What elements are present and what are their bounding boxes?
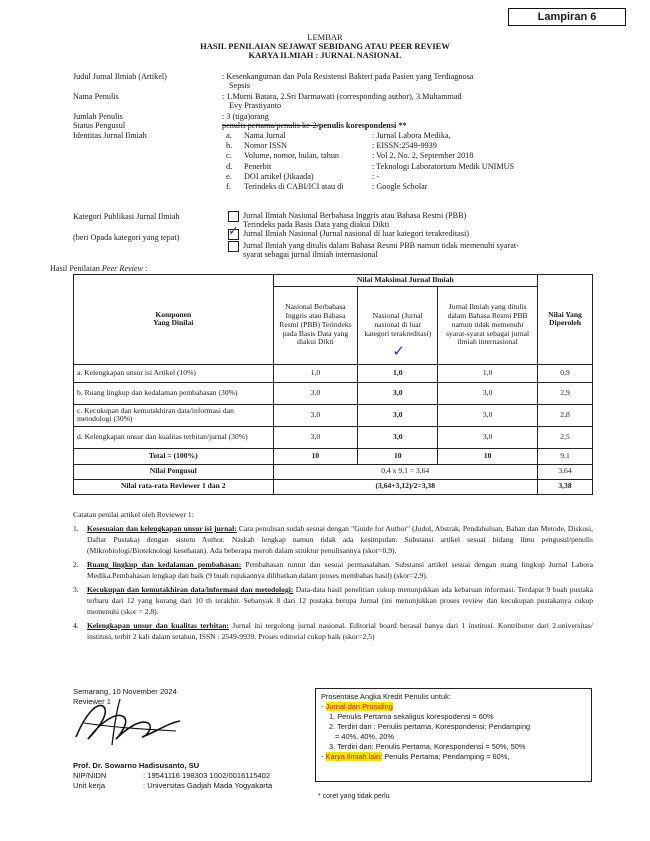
status-value	[222, 121, 407, 130]
catatan-number: 1.	[73, 524, 79, 533]
angka-kredit-box	[315, 688, 592, 782]
catatan-heading: Kelengkapan unsur dan kualitas terbitan:	[87, 621, 229, 630]
total-v2: 10	[358, 448, 438, 464]
rata-value: 3,38	[538, 479, 593, 494]
col-pbb-header: Jurnal Ilmiah yang ditulis dalam Bahasa Resmi PBB namun tidak memenuhi syarat-syarat sebagai jurnal ilmiah internasional	[438, 286, 538, 364]
catatan-body: Data-data hasil penelitian cukup menunjukkan ada kebaruan informasi. Terdapat 9 buah pustaka terbaru dari 12 yang kurang dari 10 th terakhir. Sebanyak 8 dari 12 pustaka berupa Jurnal (ini menunjukkan proses review dan kecukupan pustakanya cukup memenuhi (skor = 2,8).	[87, 585, 593, 616]
catatan-item	[73, 584, 593, 617]
penulis-value: : 1.Murni Batara, 2.Sri Darmawati (corresponding author), 3.Muhammad	[222, 92, 462, 101]
judul-label: Judul Jurnal Ilmiah (Artikel)	[73, 72, 167, 81]
kategori-checkbox[interactable]	[228, 211, 239, 222]
doc-heading-2: HASIL PENILAIAN SEJAWAT SEBIDANG ATAU PEER REVIEW	[200, 41, 450, 51]
pengusul-label: Nilai Pengusul	[74, 464, 274, 479]
row-v4: 2,9	[538, 382, 593, 404]
lampiran-label: Lampiran 6	[508, 8, 626, 26]
pengusul-value: 3,64	[538, 464, 593, 479]
rata-calc: (3,64+3,12)/2=3,38	[273, 479, 538, 494]
catatan-number: 2.	[73, 560, 79, 569]
signature-name: Prof. Dr. Sowarno Hadisusanto, SU	[73, 761, 200, 770]
identitas-letter: b.	[226, 140, 233, 151]
penulis-label: Nama Penulis	[73, 92, 119, 101]
jurnal-prosiding-highlight: Jurnal dan Prosiding	[325, 701, 393, 711]
total-v4: 9,1	[538, 448, 593, 464]
row-v4: 2,8	[538, 404, 593, 426]
footnote: * coret yang tidak perlu	[318, 793, 390, 800]
kredit-karya-row: - Karya Ilmiah lain: Penulis Pertama; Pendamping = 60%,	[321, 751, 510, 761]
identitas-label: Identitas Jurnal Ilmiah	[73, 131, 147, 140]
catatan-number: 3.	[73, 585, 79, 594]
kategori-option-text2: syarat sebagai jurnal ilmiah internasional	[243, 250, 378, 259]
identitas-field-value: : EISSN:2549-9939	[372, 141, 437, 151]
status-struck-text: penulis pertama/penulis ke-2/	[222, 121, 319, 130]
identitas-field-value: : Jurnal Labora Medika,	[372, 131, 451, 140]
hasil-label: Hasil Penilaian Peer Review :	[50, 264, 148, 273]
doc-heading-1: LEMBAR	[307, 32, 343, 42]
kredit-title: Prosentase Angka Kredit Penulis untuk:	[321, 692, 451, 701]
karya-ilmiah-value: Penulis Pertama; Pendamping = 60%,	[382, 751, 510, 761]
kredit-line-2b: = 40%, 40%, 20%	[335, 731, 394, 741]
row-v2: 3,0	[358, 382, 438, 404]
kategori-label: Kategori Publikasi Jurnal Ilmiah	[73, 212, 180, 221]
check-mark-icon: ✓	[228, 224, 239, 239]
review-table	[73, 274, 593, 495]
catatan-number: 4.	[73, 621, 79, 630]
komponen-header: Komponen Yang Dinilai	[74, 275, 274, 365]
catatan-item	[73, 620, 593, 642]
signature-role: Reviewer 1	[73, 697, 111, 706]
judul-value-cont: Sepsis	[229, 81, 250, 90]
identitas-field-value: : Vol 2, No. 2, September 2018	[372, 151, 474, 161]
catatan-body: Jurnal ini tergolong jurnal nasional. Editorial board berasal hanya dari 1 institusi. Kontributor dari 2.universitas/ institusi, terbit 2 kali dalam setahun, ISSN : 2549-9939. Proses editorial cukup baik (skor=2,5)	[87, 621, 593, 641]
row-v3: 3,0	[438, 382, 538, 404]
catatan-heading: Kesesuaian dan kelengkapan unsur isi jurnal:	[87, 524, 237, 533]
row-v3: 1,0	[438, 364, 538, 382]
kategori-checkbox[interactable]	[228, 224, 239, 240]
judul-value: : Kesenkanguman dan Pola Resistensi Bakteri pada Pasien yang Terdiagnosa	[222, 72, 474, 81]
kategori-option-text: Jurnal Ilmiah yang ditulis dalam Bahasa Resmi PBB namun tidak memenuhi syarat-	[243, 241, 519, 250]
identitas-letter: d.	[226, 160, 233, 171]
identitas-letter: f.	[226, 181, 231, 191]
kategori-option-text: Jurnal Ilmiah Nasional (Jurnal nasional di luar kategori terakreditasi)	[243, 229, 469, 238]
row-v2: 1,0	[358, 364, 438, 382]
row-v1: 3,0	[273, 382, 358, 404]
identitas-field-value: : -	[372, 171, 380, 181]
karya-ilmiah-highlight: Karya Ilmiah lain:	[325, 751, 383, 761]
col-nasional-text: Nasional (Jurnal nasional di luar kategori terakreditasi)	[364, 311, 432, 338]
nip-label: NIP/NIDN	[73, 771, 107, 780]
catatan-item	[73, 559, 593, 581]
identitas-letter: c.	[226, 150, 232, 161]
kategori-option-text: Jurnal Ilmiah Nasional Berbahasa Inggris atau Bahasa Resmi (PBB)	[243, 211, 467, 220]
identitas-field-label: DOI artikel (Jikaada)	[244, 171, 314, 181]
kredit-line-3: 3. Terdiri dari: Penulis Pertama, Korespondensi = 50%, 50%	[329, 741, 526, 751]
catatan-heading: Kecukupan dan kemutakhiran data/informasi dan metodologi:	[87, 585, 294, 594]
check-mark-icon: ✓	[392, 342, 405, 361]
identitas-field-label: Volume, nomor, bulan, tahun	[244, 151, 340, 161]
catatan-body: Cara penulisan sudah sesuai dengan "Guide for Author" (Judul, Abstrak, Pendahuluan, Bahan dan Metode, Diskusi, Daftar Pustaka) dengan sistem Author. Naskah lengkap namun tidak ada kesimpulan. Substansi artikel sesuai bidang ilmu pengusul/penulis (Mikrobiologi/Bioteknologi kesehatan). Ada beberapa meroh dalam struktur penulisannya (skor=0,9).	[87, 524, 593, 555]
identitas-field-label: Penerbit	[244, 161, 272, 171]
total-label: Total = (100%)	[74, 448, 274, 464]
row-label: c. Kecukupan dan kemutakhiran data/informasi dan metodologi (30%)	[74, 404, 274, 426]
identitas-field-label: Nomor ISSN	[244, 141, 287, 151]
kategori-checkbox[interactable]	[228, 241, 239, 252]
row-label: b. Ruang lingkup dan kedalaman pembahasan (30%)	[74, 382, 274, 404]
status-selected: penulis korespondensi **	[318, 121, 407, 130]
table-row	[74, 426, 593, 448]
nilai-diperoleh-header: Nilai Yang Diperoleh	[538, 275, 593, 365]
doc-heading-3: KARYA ILMIAH : JURNAL NASIONAL	[248, 50, 402, 60]
total-v3: 10	[438, 448, 538, 464]
jumlah-label: Jumlah Penulis	[73, 112, 123, 121]
row-label: a. Kelengkapan unsur isi Artikel (10%)	[74, 364, 274, 382]
rata-label: Nilai rata-rata Reviewer 1 dan 2	[74, 479, 274, 494]
total-v1: 10	[273, 448, 358, 464]
kredit-line-1: 1. Penulis Pertama sekaligus korespodensi = 60%	[329, 711, 494, 721]
row-v4: 0,9	[538, 364, 593, 382]
nip-value: : 19541116 198303 1002/0016115402	[143, 771, 271, 780]
identitas-field-value: : Teknologi Laboratorium Medik UNIMUS	[372, 161, 515, 171]
table-row	[74, 364, 593, 382]
row-v4: 2,5	[538, 426, 593, 448]
catatan-section	[73, 509, 593, 642]
row-v1: 3,0	[273, 426, 358, 448]
unit-label: Unit kerja	[73, 781, 106, 790]
catatan-title: Catatan penilai artikel oleh Reviewer 1:	[73, 510, 194, 519]
pengusul-calc: 0,4 x 9,1 = 3,64	[273, 464, 538, 479]
row-label: d. Kelengkapan unsur dan kualitas terbitan/jurnal (30%)	[74, 426, 274, 448]
status-label: Status Pengusul	[73, 121, 126, 130]
col-inggris-header: Nasional Berbahasa Inggris atau Bahasa Resmi (PBB) Terindeks pada Basis Data yang diakui Dikti	[273, 286, 358, 364]
kredit-jurnal-row: - Jurnal dan Prosiding	[321, 701, 393, 711]
kredit-line-2: 2. Terdiri dari : Penulis pertama, Korespondensi; Pendamping	[329, 721, 531, 731]
row-v3: 3,0	[438, 404, 538, 426]
handwritten-signature	[58, 693, 198, 751]
kategori-option-text2: Terindeks pada Basis Data yang diakui Dikti	[243, 220, 390, 229]
kategori-note: (beri Opada kategori yang tepat)	[73, 233, 180, 242]
table-row	[74, 404, 593, 426]
identitas-field-label: Nama Jurnal	[244, 131, 286, 140]
row-v1: 3,0	[273, 404, 358, 426]
jumlah-value: : 3 (tiga)orang	[222, 112, 269, 121]
row-v3: 3,0	[438, 426, 538, 448]
table-row	[74, 382, 593, 404]
col-nasional-header	[358, 286, 438, 364]
signature-place-date: Semarang, 10 November 2024	[73, 687, 177, 696]
row-v2: 3,0	[358, 426, 438, 448]
catatan-heading: Ruang lingkup dan kedalaman pembahasan:	[87, 560, 242, 569]
identitas-field-value: : Google Scholar	[372, 182, 428, 191]
catatan-item	[73, 523, 593, 556]
nilai-max-header: Nilai Maksimal Jurnal Ilmiah	[273, 275, 538, 287]
row-v1: 1,0	[273, 364, 358, 382]
row-v2: 3,0	[358, 404, 438, 426]
penulis-value-cont: Evy Prastiyanto	[229, 101, 282, 110]
identitas-field-label: Terindeks di CABI/ICI atau di	[244, 182, 344, 191]
identitas-letter: a.	[226, 130, 232, 140]
unit-value: : Universitas Gadjah Mada Yogyakarta	[143, 781, 273, 790]
catatan-body: Pembahasan runtut dan sesuai permasalahan. Substansi artikel sesuai dengan ruang lingkup Jurnal Labora Medika.Pembahasan lengkap dan baik (9 buah rujukannya dilibatkan dalam proses membahas hasil) (skor=2,9).	[87, 560, 593, 580]
identitas-letter: e.	[226, 170, 232, 181]
